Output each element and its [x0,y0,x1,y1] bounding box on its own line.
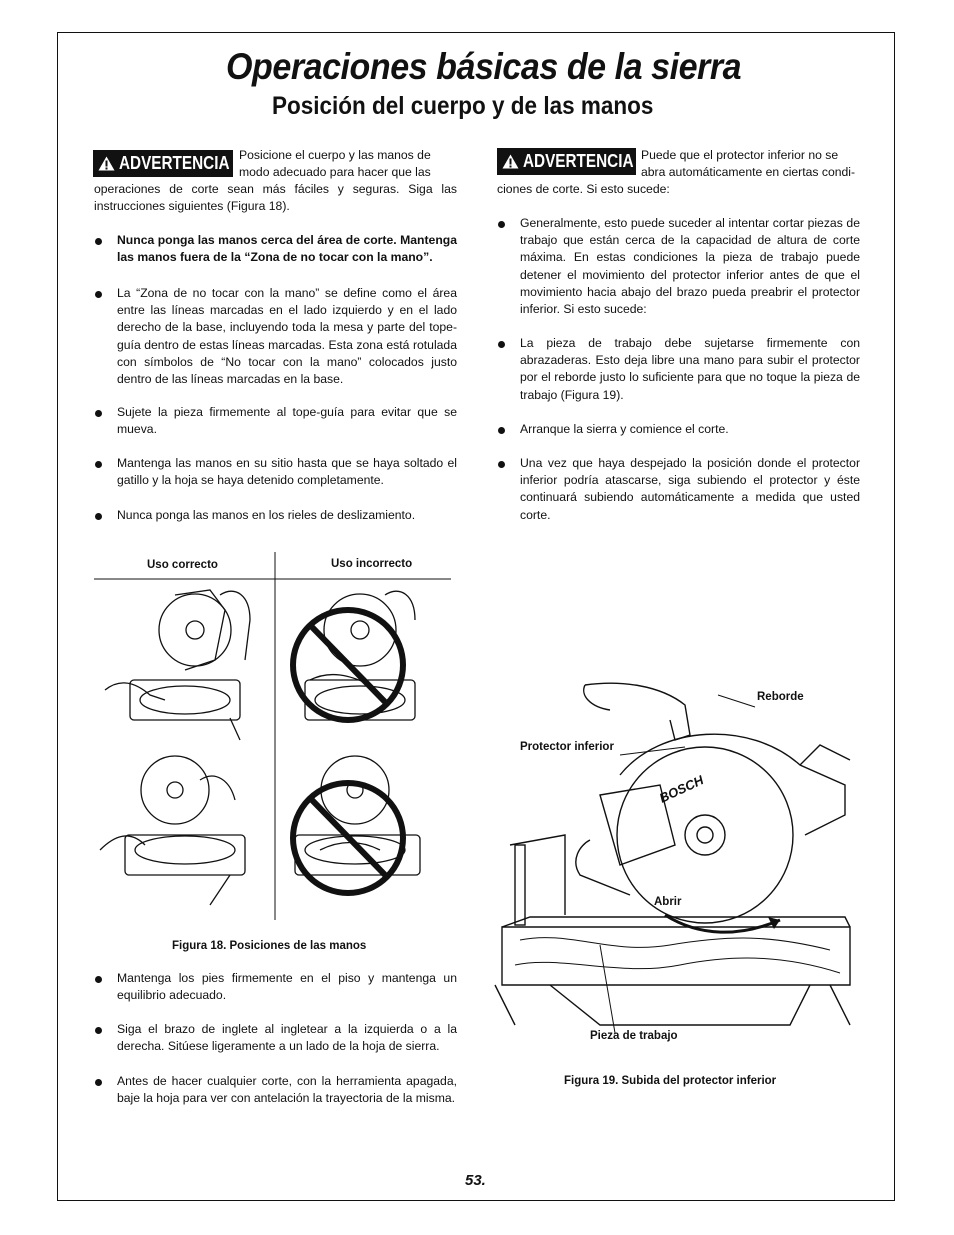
bullet-dot [95,1027,102,1034]
bullet-text: Sujete la pieza firmemente al tope-guía para evitar que se mueva. [117,405,457,437]
bullet-text: Antes de hacer cualquier corte, con la herramienta apagada, baje la hoja para ver con antelación la trayectoria de la misma. [117,1074,457,1106]
bullet-dot [95,410,102,417]
warning-text-right-line1: Puede que el protector inferior no se [641,148,839,162]
saw-correct-bottom [100,756,245,905]
warning-label: ADVERTENCIA [119,153,230,173]
warning-text-left-rest: operaciones de corte sean más fáciles y seguras. Siga las instrucciones siguientes (Figura 18). [94,182,457,214]
fig18-col-correct: Uso correcto [147,559,218,571]
fig19-label-pieza: Pieza de trabajo [590,1030,678,1042]
warning-text-left-line2: modo adecuado para hacer que las [239,165,431,179]
warning-text-right-rest: ciones de corte. Si esto sucede: [497,182,670,196]
fig19-label-reborde: Reborde [757,691,804,703]
fig18-caption: Figura 18. Posiciones de las manos [172,940,367,952]
bullet-dot [95,513,102,520]
bullet-text: La pieza de trabajo debe sujetarse firmemente con abrazaderas. Esto deja libre una mano para subir el protector por el reborde justo lo suficiente para que no toque la pieza de trabajo (Figura 19). [520,336,860,402]
warning-badge-left [93,150,233,177]
bullet-text: Nunca ponga las manos cerca del área de corte. Mantenga las manos fuera de la “Zona de no tocar con la mano”. [117,233,457,265]
figure-19-illustration [490,665,862,1035]
bullet-text: Mantenga las manos en su sitio hasta que se haya soltado el gatillo y la hoja se haya detenido completamente. [117,456,457,488]
fig19-label-abrir: Abrir [654,896,682,908]
section-subtitle: Posición del cuerpo y de las manos [272,92,654,120]
warning-triangle-icon [502,154,519,169]
prohibited-slash [310,798,388,878]
warning-text-left-line1: Posicione el cuerpo y las manos de [239,148,431,162]
bullet-text: Siga el brazo de inglete al ingletear a la izquierda o a la derecha. Sitúese ligeramente a un lado de la hoja de sierra. [117,1022,457,1054]
bullet-text: Una vez que haya despejado la posición donde el protector inferior podría atascarse, siga subiendo el protector y éste continuará subiendo automáticamente a medida que usted corte. [520,456,860,522]
saw-brand-logo: BOSCH [656,772,706,806]
bullet-text: Nunca ponga las manos en los rieles de deslizamiento. [117,508,416,522]
bullet-dot [498,221,505,228]
bullet-dot [498,341,505,348]
bullet-text: Arranque la sierra y comience el corte. [520,422,729,436]
warning-text-right-line2: abra automáticamente en ciertas condi- [641,165,856,179]
saw-correct-top [105,590,250,740]
fig19-label-protector: Protector inferior [520,741,614,753]
bullet-dot [498,427,505,434]
fig19-caption: Figura 19. Subida del protector inferior [564,1075,777,1087]
bullet-dot [95,1079,102,1086]
bullet-text: La “Zona de no tocar con la mano” se define como el área entre las líneas marcadas en el lado izquierdo y en el lado derecho de la base, incluyendo toda la mesa y parte del tope-guía dentro de estas líneas marcadas. Esta zona está rotulada con símbolos de “No tocar con la mano” colocados justo dentro de las líneas marcadas en la base. [117,286,457,387]
bullet-dot [95,291,102,298]
bullet-text: Generalmente, esto puede suceder al intentar cortar piezas de trabajo que están cerca de la capacidad de altura de corte máxima. En estas condiciones la pieza de trabajo puede detener el movimiento del protector inferior antes de que el movimiento hacia abajo del brazo pueda preabrir el protector inferior. Si esto sucede: [520,216,860,317]
warning-label: ADVERTENCIA [523,151,634,171]
page-number: 53. [465,1172,486,1189]
warning-triangle-icon [98,156,115,171]
bullet-text: Mantenga los pies firmemente en el piso y mantenga un equilibrio adecuado. [117,971,457,1003]
warning-badge-right [497,148,636,175]
bullet-dot [95,976,102,983]
bullet-dot [95,461,102,468]
figure-18-illustration [90,550,460,930]
bullet-dot [498,461,505,468]
fig18-col-incorrect: Uso incorrecto [331,558,413,570]
page-title: Operaciones básicas de la sierra [226,46,742,87]
bullet-dot [95,238,102,245]
